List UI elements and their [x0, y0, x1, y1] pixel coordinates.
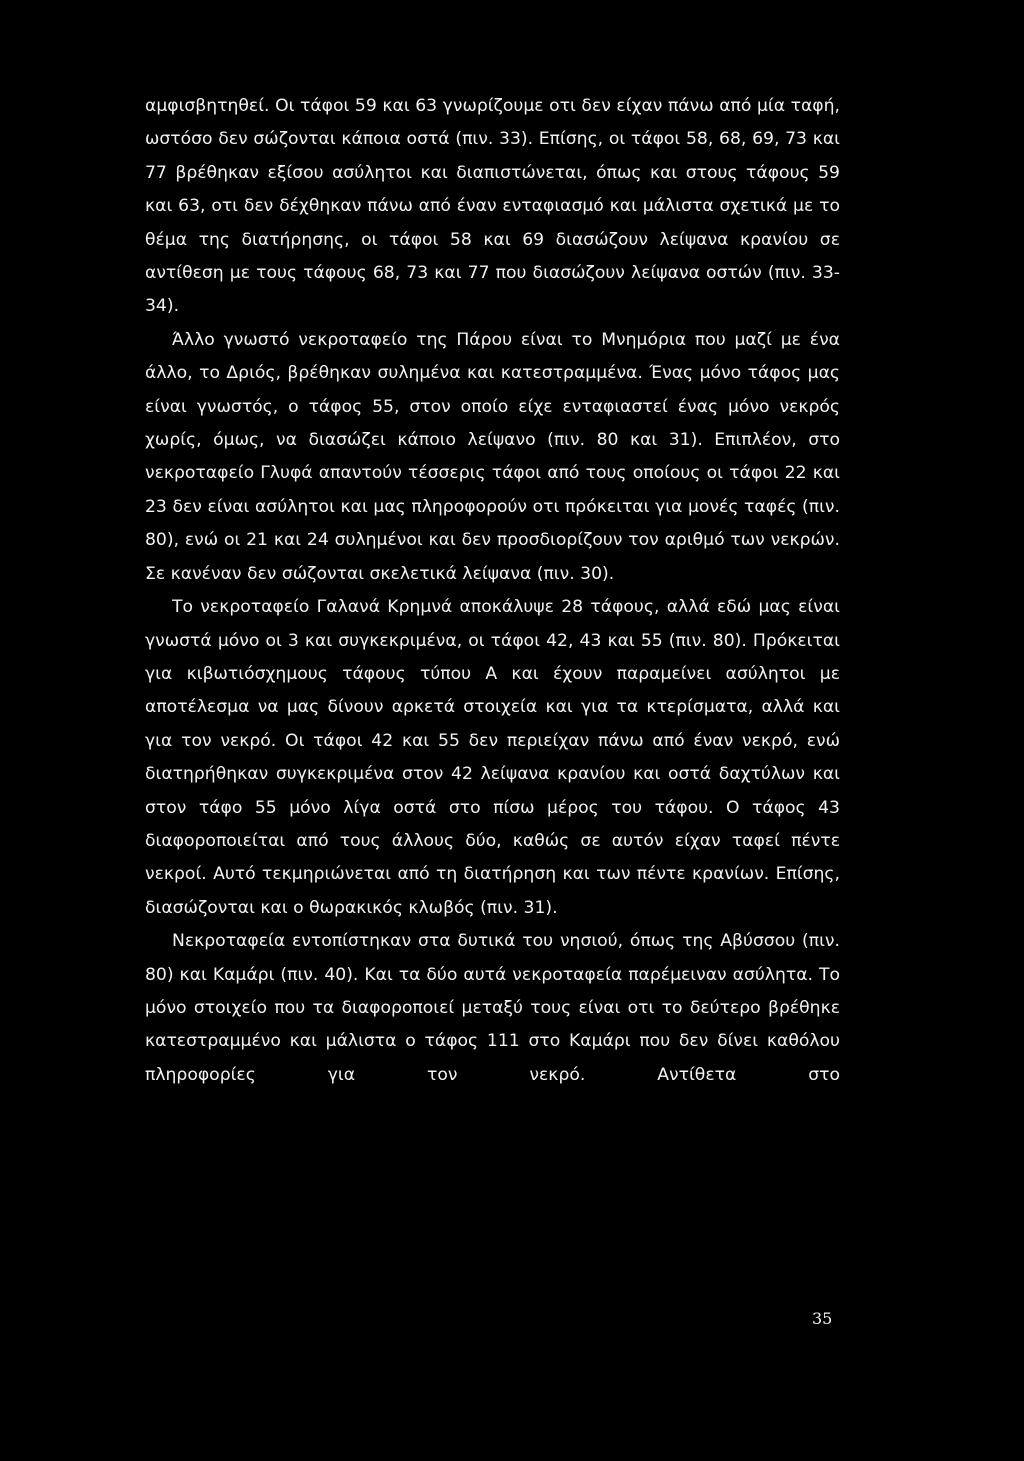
paragraph-1: αμφισβητηθεί. Οι τάφοι 59 και 63 γνωρίζουμε οτι δεν είχαν πάνω από μία ταφή, ωστόσο δεν σώζονται κάποια οστά (πιν. 33). Επίσης, οι τάφοι 58, 68, 69, 73 και 77 βρέθηκαν εξίσου ασύλητοι και διαπιστώνεται, όπως και στους τάφους 59 και 63, οτι δεν δέχθηκαν πάνω από έναν ενταφιασμό και μάλιστα σχετικά με το θέμα της διατήρησης, οι τάφοι 58 και 69 διασώζουν λείψανα κρανίου σε αντίθεση με τους τάφους 68, 73 και 77 που διασώζουν λείψανα οστών (πιν. 33-34). [145, 96, 840, 317]
paragraph-2: Άλλο γνωστό νεκροταφείο της Πάρου είναι το Μνημόρια που μαζί με ένα άλλο, το Δριός, βρέθηκαν συλημένα και κατεστραμμένα. Ένας μόνο τάφος μας είναι γνωστός, ο τάφος 55, στον οποίο είχε ενταφιαστεί ένας μόνο νεκρός χωρίς, όμως, να διασώζει κάποιο λείψανο (πιν. 80 και 31). Επιπλέον, στο νεκροταφείο Γλυφά απαντούν τέσσερις τάφοι από τους οποίους οι τάφοι 22 και 23 δεν είναι ασύλητοι και μας πληροφορούν οτι πρόκειται για μονές ταφές (πιν. 80), ενώ οι 21 και 24 συλημένοι και δεν προσδιορίζουν τον αριθμό των νεκρών. Σε κανέναν δεν σώζονται σκελετικά λείψανα (πιν. 30). [145, 329, 840, 584]
page-number: 35 [812, 1309, 833, 1328]
paragraph-4: Νεκροταφεία εντοπίστηκαν στα δυτικά του νησιού, όπως της Αβύσσου (πιν. 80) και Καμάρι (πιν. 40). Και τα δύο αυτά νεκροταφεία παρέμειναν ασύλητα. Το μόνο στοιχείο που τα διαφοροποιεί μεταξύ τους είναι οτι το δεύτερο βρέθηκε κατεστραμμένο και μάλιστα ο τάφος 111 στο Καμάρι που δεν δίνει καθόλου πληροφορίες για τον νεκρό. Αντίθετα στο [145, 931, 840, 1085]
paragraph-3: Το νεκροταφείο Γαλανά Κρημνά αποκάλυψε 28 τάφους, αλλά εδώ μας είναι γνωστά μόνο οι 3 και συγκεκριμένα, οι τάφοι 42, 43 και 55 (πιν. 80). Πρόκειται για κιβωτιόσχημους τάφους τύπου Α και έχουν παραμείνει ασύλητοι με αποτέλεσμα να μας δίνουν αρκετά στοιχεία και για τα κτερίσματα, αλλά και για τον νεκρό. Οι τάφοι 42 και 55 δεν περιείχαν πάνω από έναν νεκρό, ενώ διατηρήθηκαν συγκεκριμένα στον 42 λείψανα κρανίου και οστά δαχτύλων και στον τάφο 55 μόνο λίγα οστά στο πίσω μέρος του τάφου. Ο τάφος 43 διαφοροποιείται από τους άλλους δύο, καθώς σε αυτόν είχαν ταφεί πέντε νεκροί. Αυτό τεκμηριώνεται από τη διατήρηση και των πέντε κρανίων. Επίσης, διασώζονται και ο θωρακικός κλωβός (πιν. 31). [145, 597, 840, 918]
body-text [145, 90, 840, 1092]
